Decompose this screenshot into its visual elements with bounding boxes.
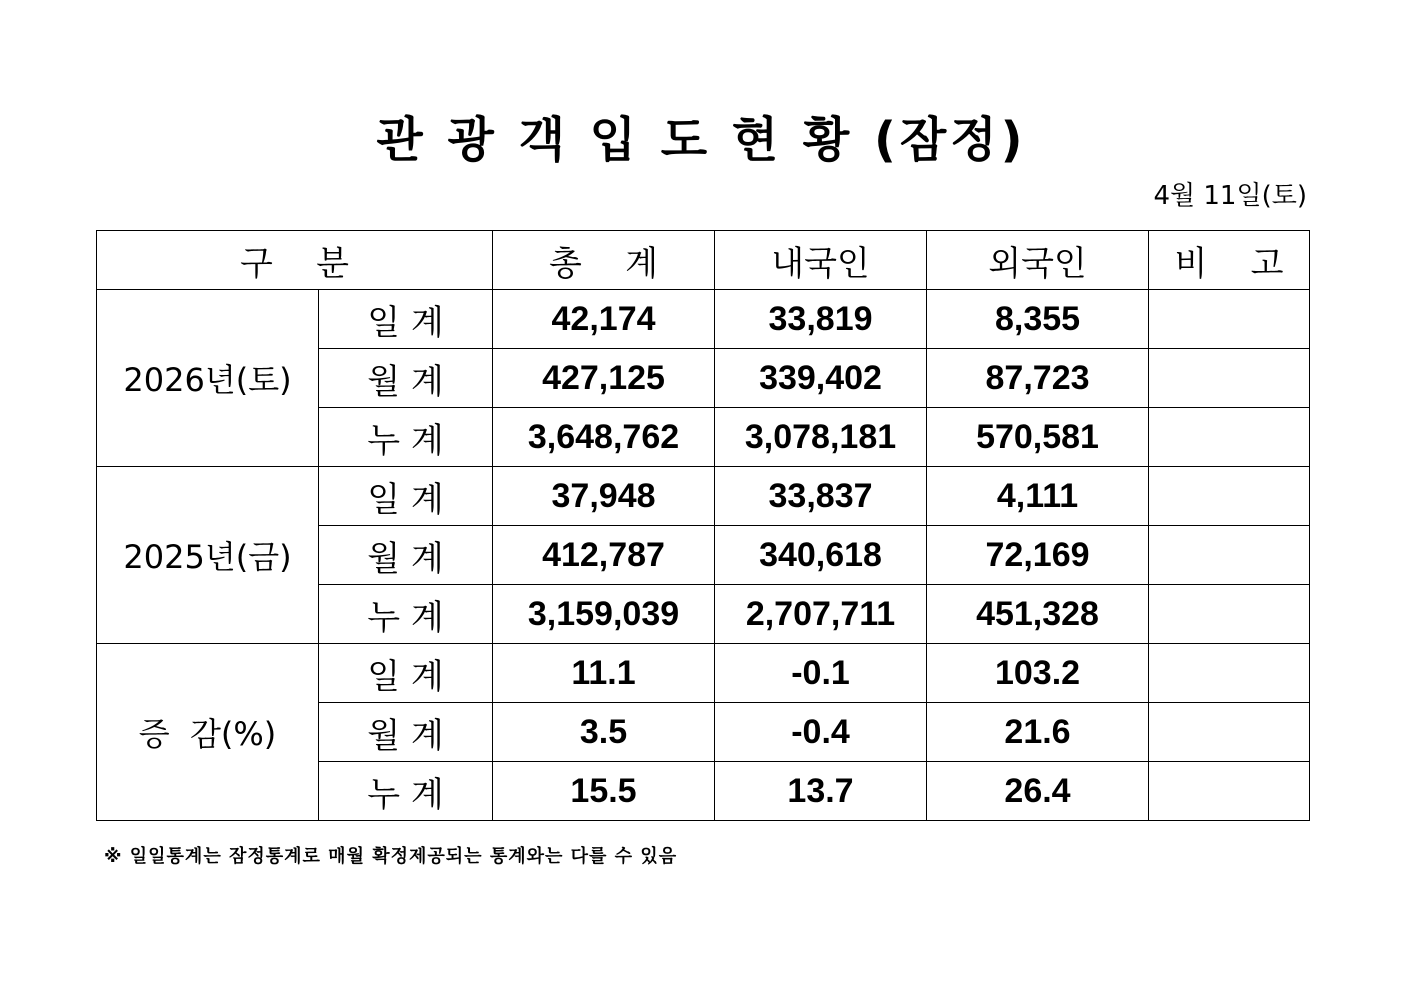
domestic-cell: 33,837	[715, 467, 927, 526]
domestic-cell: 13.7	[715, 762, 927, 821]
remarks-cell	[1149, 408, 1310, 467]
domestic-cell: -0.1	[715, 644, 927, 703]
remarks-cell	[1149, 349, 1310, 408]
header-total: 총 계	[493, 231, 715, 290]
period-label-change: 증 감(%)	[97, 644, 319, 821]
domestic-cell: 3,078,181	[715, 408, 927, 467]
remarks-cell	[1149, 762, 1310, 821]
domestic-cell: 33,819	[715, 290, 927, 349]
header-remarks: 비 고	[1149, 231, 1310, 290]
domestic-cell: 340,618	[715, 526, 927, 585]
domestic-cell: 339,402	[715, 349, 927, 408]
total-cell: 3,159,039	[493, 585, 715, 644]
remarks-cell	[1149, 290, 1310, 349]
foreign-cell: 21.6	[927, 703, 1149, 762]
header-foreign: 외국인	[927, 231, 1149, 290]
remarks-cell	[1149, 585, 1310, 644]
remarks-cell	[1149, 703, 1310, 762]
row-label: 월 계	[319, 349, 493, 408]
foreign-cell: 72,169	[927, 526, 1149, 585]
foreign-cell: 87,723	[927, 349, 1149, 408]
foreign-cell: 8,355	[927, 290, 1149, 349]
page-title: 관 광 객 입 도 현 황 (잠정)	[376, 112, 1027, 168]
report-date: 4월 11일(토)	[1153, 181, 1307, 211]
total-cell: 3,648,762	[493, 408, 715, 467]
row-label: 누 계	[319, 585, 493, 644]
total-cell: 412,787	[493, 526, 715, 585]
row-label: 일 계	[319, 290, 493, 349]
total-cell: 427,125	[493, 349, 715, 408]
foreign-cell: 451,328	[927, 585, 1149, 644]
row-label: 일 계	[319, 467, 493, 526]
remarks-cell	[1149, 526, 1310, 585]
domestic-cell: -0.4	[715, 703, 927, 762]
foreign-cell: 103.2	[927, 644, 1149, 703]
total-cell: 37,948	[493, 467, 715, 526]
header-category: 구 분	[97, 231, 493, 290]
foreign-cell: 26.4	[927, 762, 1149, 821]
tourist-arrivals-table	[96, 230, 1310, 821]
table-header-row	[97, 231, 1310, 290]
total-cell: 3.5	[493, 703, 715, 762]
row-label: 일 계	[319, 644, 493, 703]
row-label: 월 계	[319, 703, 493, 762]
row-label: 누 계	[319, 408, 493, 467]
period-label-2026: 2026년(토)	[97, 290, 319, 467]
total-cell: 42,174	[493, 290, 715, 349]
remarks-cell	[1149, 467, 1310, 526]
total-cell: 15.5	[493, 762, 715, 821]
domestic-cell: 2,707,711	[715, 585, 927, 644]
period-label-2025: 2025년(금)	[97, 467, 319, 644]
total-cell: 11.1	[493, 644, 715, 703]
foreign-cell: 4,111	[927, 467, 1149, 526]
footnote: ※ 일일통계는 잠정통계로 매월 확정제공되는 통계와는 다를 수 있음	[104, 846, 678, 867]
foreign-cell: 570,581	[927, 408, 1149, 467]
table-row	[97, 644, 1310, 703]
table-row	[97, 467, 1310, 526]
table-row	[97, 290, 1310, 349]
remarks-cell	[1149, 644, 1310, 703]
header-domestic: 내국인	[715, 231, 927, 290]
row-label: 월 계	[319, 526, 493, 585]
row-label: 누 계	[319, 762, 493, 821]
